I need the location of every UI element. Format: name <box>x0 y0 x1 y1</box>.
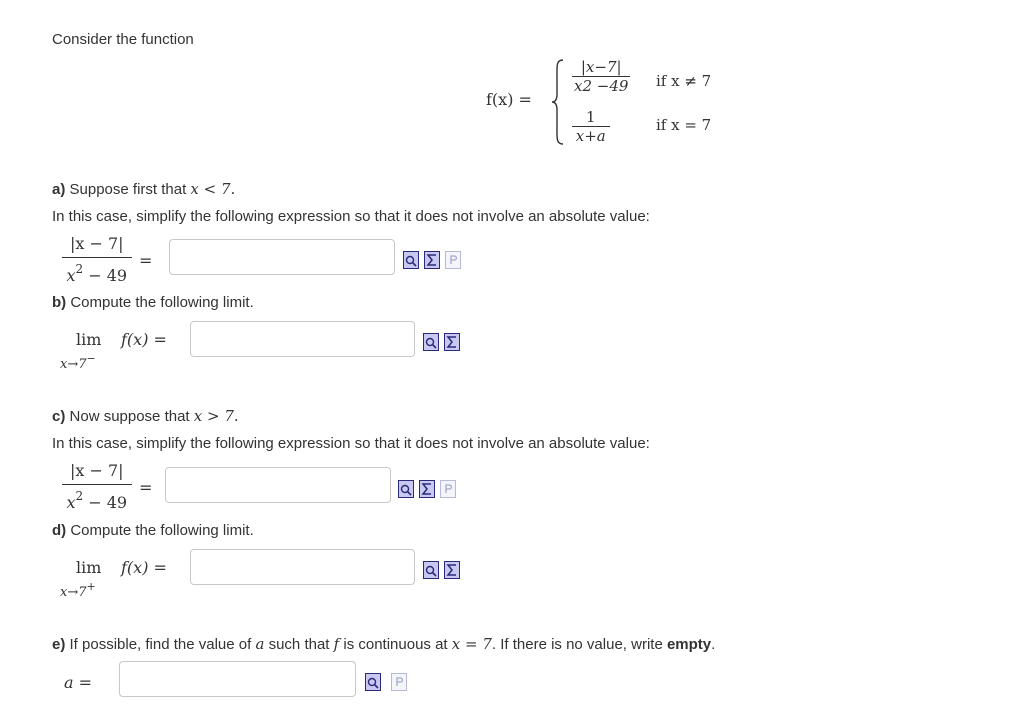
part-a-expr-numerator: |x − 7| <box>62 234 132 258</box>
part-b-preview-icon[interactable] <box>423 333 439 351</box>
part-c-instruction: In this case, simplify the following expression so that it does not involve an absolute value: <box>52 435 650 452</box>
part-c-math: x > 7. <box>193 407 239 425</box>
part-e-label: e) <box>52 636 66 653</box>
part-e-text-3: is continuous at <box>339 636 452 653</box>
part-e-answer-input[interactable] <box>119 661 356 697</box>
case1-denominator: x2 −49 <box>574 77 629 95</box>
part-c-label: c) <box>52 408 66 425</box>
function-lhs: f(x) = <box>486 90 532 109</box>
part-c-text: Now suppose that <box>69 408 194 425</box>
part-c-equals: = <box>139 478 153 497</box>
part-c-heading <box>52 407 239 425</box>
part-e-text-2: such that <box>264 636 334 653</box>
part-d-lim-sub: x→7+ <box>60 580 96 600</box>
part-a-answer-input[interactable] <box>169 239 395 275</box>
intro-text: Consider the function <box>52 31 194 48</box>
function-definition <box>486 56 746 148</box>
part-c-equation-editor-icon[interactable] <box>419 480 435 498</box>
part-a-text: Suppose first that <box>69 181 191 198</box>
part-c-expr-numerator: |x − 7| <box>62 461 132 485</box>
part-e-text-5: . <box>711 636 716 653</box>
part-e-preview-icon[interactable] <box>365 673 381 691</box>
part-d-func: f(x) = <box>121 558 167 577</box>
part-b-lim: lim <box>76 330 102 349</box>
part-c-expression <box>62 461 132 512</box>
case2-fraction <box>572 108 610 145</box>
part-e-math: x = 7 <box>451 635 492 653</box>
part-b-lim-sub: x→7− <box>60 352 96 372</box>
part-e-heading <box>52 635 715 653</box>
part-a-heading <box>52 180 235 198</box>
part-b-label: b) <box>52 294 67 311</box>
part-d-heading <box>52 522 254 539</box>
case1-numerator: |x−7| <box>572 58 630 77</box>
part-d-equation-editor-icon[interactable] <box>444 561 460 579</box>
part-d-lim: lim <box>76 558 102 577</box>
part-b-text: Compute the following limit. <box>70 294 254 311</box>
part-b-heading <box>52 294 254 311</box>
part-b-limit-expression <box>60 328 190 372</box>
case1-condition: if x ≠ 7 <box>656 72 712 90</box>
part-e-text-1: If possible, find the value of <box>69 636 256 653</box>
part-e-var-f: f <box>333 635 340 653</box>
left-brace <box>550 58 566 146</box>
part-d-preview-icon[interactable] <box>423 561 439 579</box>
part-e-var-a: a <box>255 635 265 653</box>
part-d-answer-input[interactable] <box>190 549 415 585</box>
part-a-equation-editor-icon[interactable] <box>424 251 440 269</box>
case2-denominator: x+a <box>575 127 606 145</box>
part-c-help-icon[interactable] <box>440 480 456 498</box>
part-e-empty-word: empty <box>666 636 712 653</box>
part-c-preview-icon[interactable] <box>398 480 414 498</box>
part-a-expr-denominator: $x^2 - 49$ <box>66 262 128 285</box>
case2-condition: if x = 7 <box>656 116 712 134</box>
case2-numerator: 1 <box>572 108 610 127</box>
part-e-answer-label: a = <box>64 673 93 692</box>
part-c-answer-input[interactable] <box>165 467 391 503</box>
part-b-func: f(x) = <box>121 330 167 349</box>
part-d-text: Compute the following limit. <box>70 522 254 539</box>
part-a-math: x < 7. <box>190 180 236 198</box>
part-a-preview-icon[interactable] <box>403 251 419 269</box>
part-e-text-4: . If there is no value, write <box>491 636 667 653</box>
part-a-instruction: In this case, simplify the following expression so that it does not involve an absolute value: <box>52 208 650 225</box>
part-a-expression <box>62 234 132 285</box>
part-a-equals: = <box>139 251 153 270</box>
part-d-limit-expression <box>60 556 190 600</box>
case1-fraction <box>572 58 630 95</box>
part-b-answer-input[interactable] <box>190 321 415 357</box>
part-e-help-icon[interactable] <box>391 673 407 691</box>
part-a-label: a) <box>52 181 66 198</box>
part-d-label: d) <box>52 522 67 539</box>
part-a-help-icon[interactable] <box>445 251 461 269</box>
part-b-equation-editor-icon[interactable] <box>444 333 460 351</box>
part-c-expr-denominator: $x^2 - 49$ <box>66 489 128 512</box>
